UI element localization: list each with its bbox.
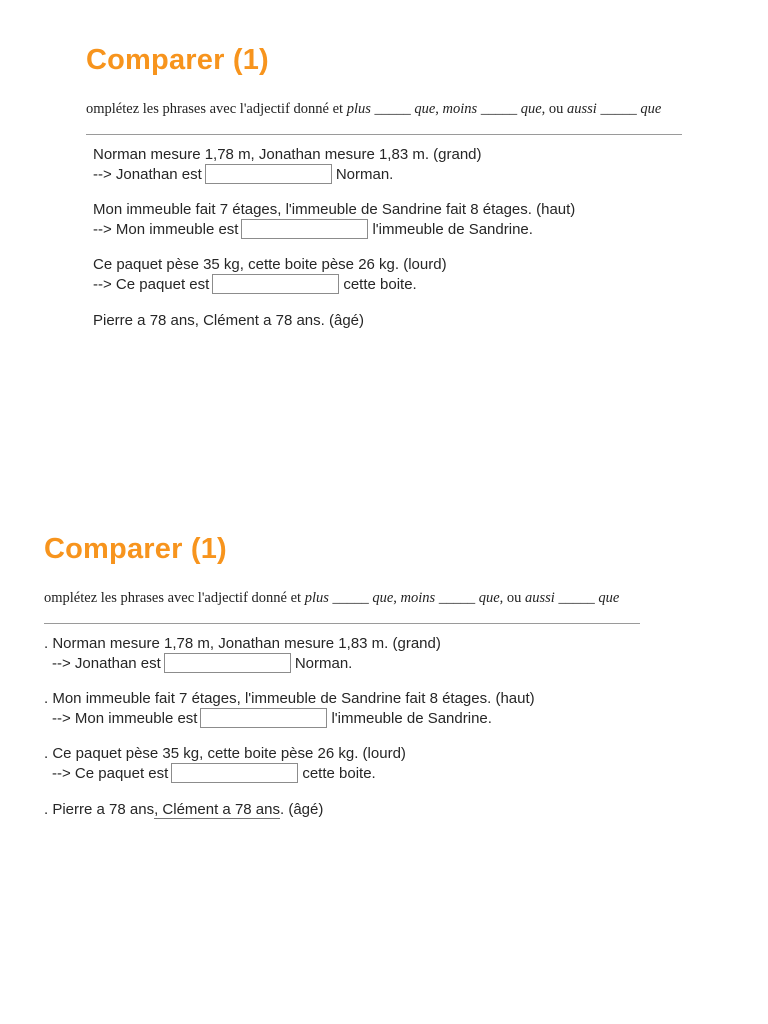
list-marker: . [44, 745, 49, 762]
list-marker: . [44, 690, 49, 707]
exercise-3 [93, 255, 447, 294]
exercise-answer-line: --> Mon immeuble est l'immeuble de Sandrine. [93, 220, 533, 238]
answer-input[interactable] [212, 274, 339, 294]
exercise-prompt: Pierre a 78 ans [93, 312, 195, 329]
divider [86, 134, 682, 135]
exercise-answer-line: --> Ce paquet est cette boite. [93, 275, 417, 293]
exercise-3 [44, 744, 406, 783]
exercise-answer-line: --> Ce paquet est cette boite. [52, 764, 376, 782]
worksheet-block-bottom [44, 527, 644, 827]
exercise-prompt: Norman mesure 1,78 m, Jonathan mesure 1,83 m. (grand) [52, 635, 441, 652]
exercise-1 [93, 145, 482, 184]
exercise-2 [44, 689, 535, 728]
answer-input[interactable] [171, 763, 298, 783]
answer-input[interactable] [164, 653, 291, 673]
exercise-prompt: Pierre a 78 ans [52, 801, 155, 818]
worksheet-title: Comparer (1) [86, 44, 269, 76]
exercise-1 [44, 634, 441, 673]
worksheet-block-top [86, 38, 686, 338]
exercise-4: Pierre a 78 ans, Clément a 78 ans. (âgé) [93, 312, 364, 329]
exercise-4: . Pierre a 78 ans, Clément a 78 ans. (âgé) [44, 801, 324, 818]
exercise-2 [93, 200, 575, 239]
answer-input[interactable] [241, 219, 368, 239]
instruction-text: omplétez les phrases avec l'adjectif donné et plus _____ que, moins _____ que, ou aussi _____ que [86, 101, 662, 117]
list-marker: . [44, 801, 49, 818]
exercise-prompt: Ce paquet pèse 35 kg, cette boite pèse 26 kg. (lourd) [52, 745, 406, 762]
list-marker: . [44, 635, 49, 652]
exercise-answer-line: --> Mon immeuble est l'immeuble de Sandrine. [52, 709, 492, 727]
exercise-prompt: Mon immeuble fait 7 étages, l'immeuble de Sandrine fait 8 étages. (haut) [52, 690, 535, 707]
instruction-text: omplétez les phrases avec l'adjectif donné et plus _____ que, moins _____ que, ou aussi _____ que [44, 590, 620, 606]
exercise-prompt: Mon immeuble fait 7 étages, l'immeuble de Sandrine fait 8 étages. (haut) [93, 201, 576, 218]
exercise-answer-line: --> Jonathan est Norman. [93, 165, 394, 183]
answer-input[interactable] [205, 164, 332, 184]
underlined-phrase: , Clément a 78 ans [154, 801, 280, 818]
worksheet-title: Comparer (1) [44, 533, 227, 565]
divider [44, 623, 640, 624]
exercise-answer-line: --> Jonathan est Norman. [52, 654, 353, 672]
exercise-prompt: Ce paquet pèse 35 kg, cette boite pèse 26 kg. (lourd) [93, 256, 447, 273]
exercise-prompt: Norman mesure 1,78 m, Jonathan mesure 1,83 m. (grand) [93, 146, 482, 163]
answer-input[interactable] [200, 708, 327, 728]
